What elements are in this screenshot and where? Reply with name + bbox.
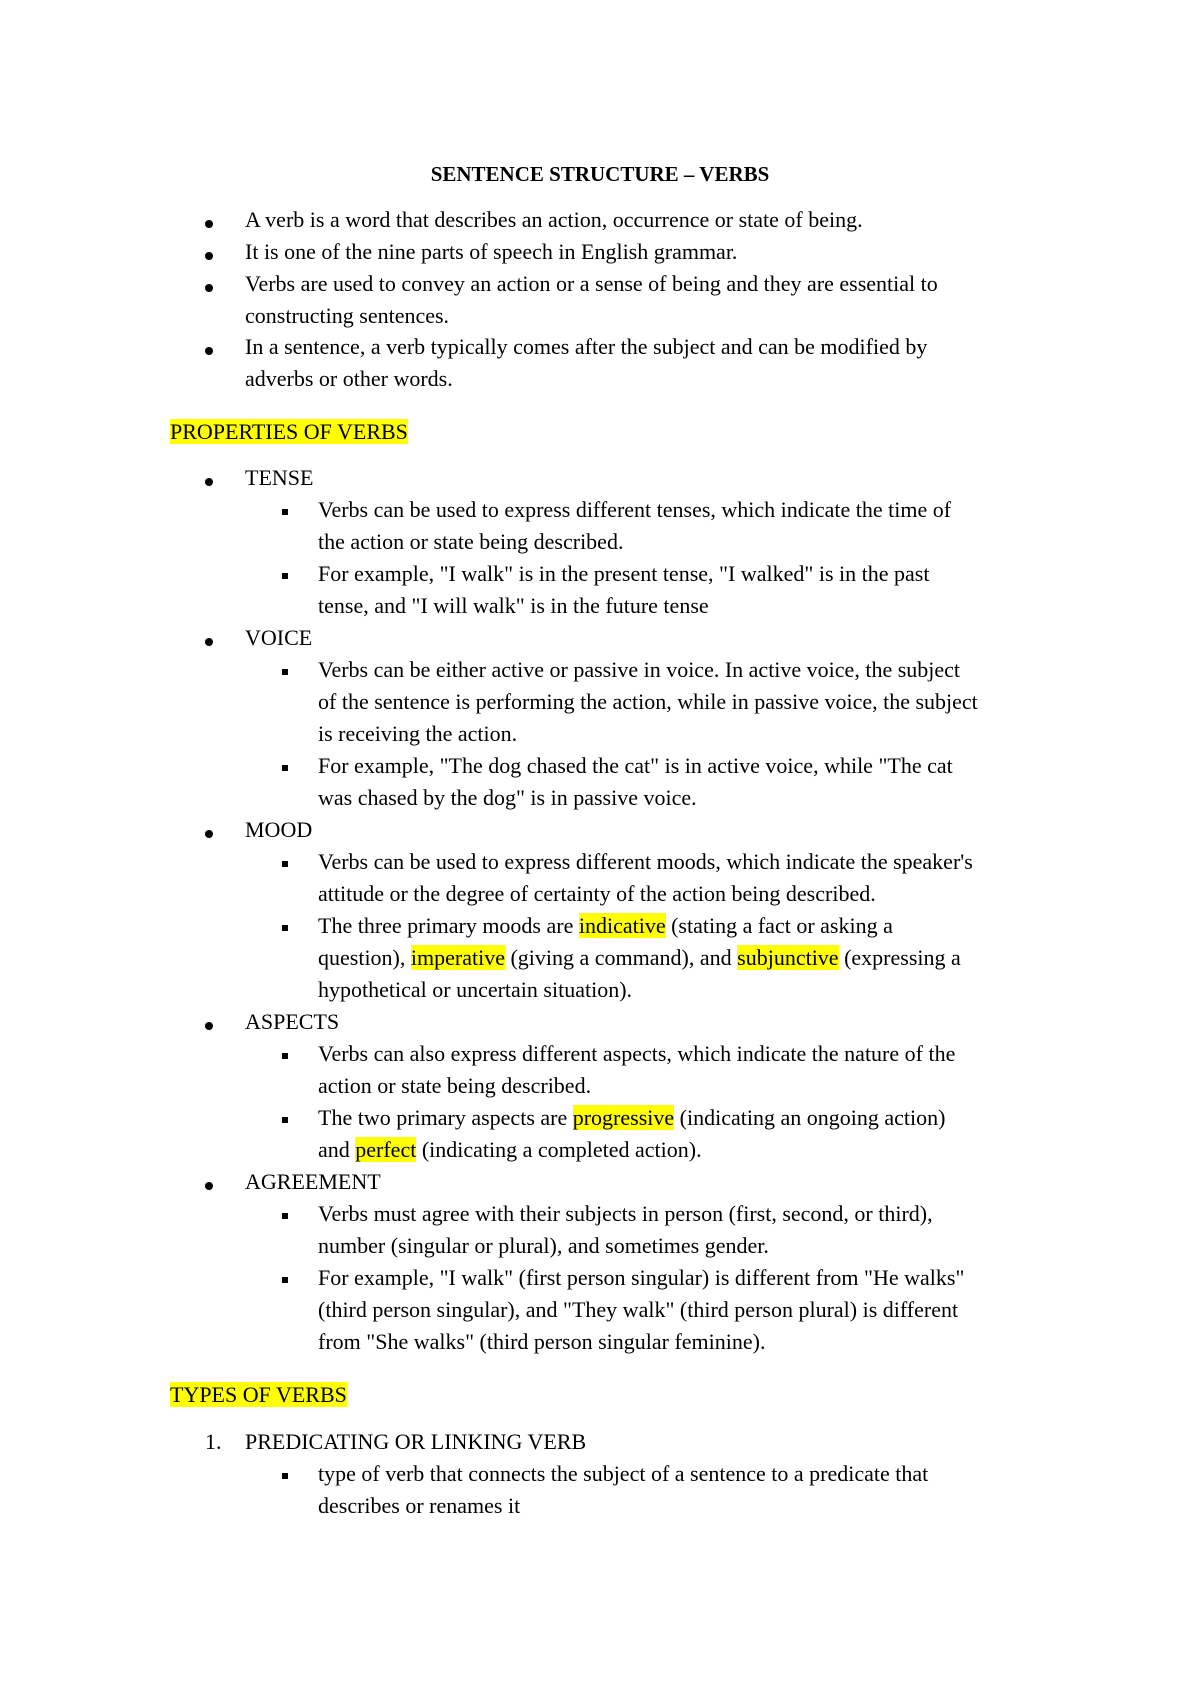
- highlight-subjunctive: subjunctive: [737, 945, 839, 970]
- mood-label: MOOD: [245, 817, 313, 842]
- mood-text: attitude or the degree of certainty of the action being described.: [318, 881, 876, 906]
- square-bullet-icon: [282, 765, 288, 771]
- aspects-text: and perfect (indicating a completed action).: [318, 1137, 702, 1162]
- square-bullet-icon: [282, 1213, 288, 1219]
- square-bullet-icon: [282, 1277, 288, 1283]
- intro-text: A verb is a word that describes an action, occurrence or state of being.: [245, 207, 863, 232]
- square-bullet-icon: [282, 861, 288, 867]
- bullet-icon: [205, 1182, 213, 1190]
- square-bullet-icon: [282, 573, 288, 579]
- square-bullet-icon: [282, 925, 288, 931]
- agreement-text: Verbs must agree with their subjects in person (first, second, or third),: [318, 1201, 933, 1226]
- tense-text: tense, and "I will walk" is in the future tense: [318, 593, 709, 618]
- highlight-perfect: perfect: [355, 1137, 417, 1162]
- bullet-icon: [205, 830, 213, 838]
- agreement-text: (third person singular), and "They walk" (third person plural) is different: [318, 1297, 959, 1322]
- aspects-label: ASPECTS: [245, 1009, 340, 1034]
- bullet-icon: [205, 638, 213, 646]
- mood-text: The three primary moods are indicative (stating a fact or asking a: [318, 913, 893, 938]
- intro-text: In a sentence, a verb typically comes after the subject and can be modified by: [245, 334, 928, 359]
- type-text: describes or renames it: [318, 1493, 521, 1518]
- bullet-icon: [205, 252, 213, 260]
- highlight-progressive: progressive: [572, 1105, 675, 1130]
- aspects-text: action or state being described.: [318, 1073, 592, 1098]
- voice-text: For example, "The dog chased the cat" is in active voice, while "The cat: [318, 753, 953, 778]
- intro-text: adverbs or other words.: [245, 366, 453, 391]
- properties-heading: PROPERTIES OF VERBS: [170, 419, 408, 444]
- tense-text: For example, "I walk" is in the present tense, "I walked" is in the past: [318, 561, 930, 586]
- voice-text: was chased by the dog" is in passive voice.: [318, 785, 697, 810]
- bullet-icon: [205, 347, 213, 355]
- type-text: type of verb that connects the subject of a sentence to a predicate that: [318, 1461, 929, 1486]
- agreement-text: number (singular or plural), and sometimes gender.: [318, 1233, 769, 1258]
- types-heading: TYPES OF VERBS: [170, 1382, 347, 1407]
- bullet-icon: [205, 1022, 213, 1030]
- square-bullet-icon: [282, 1053, 288, 1059]
- aspects-text: Verbs can also express different aspects, which indicate the nature of the: [318, 1041, 956, 1066]
- square-bullet-icon: [282, 669, 288, 675]
- mood-text: Verbs can be used to express different moods, which indicate the speaker's: [318, 849, 973, 874]
- voice-label: VOICE: [245, 625, 313, 650]
- agreement-text: from "She walks" (third person singular feminine).: [318, 1329, 766, 1354]
- bullet-icon: [205, 478, 213, 486]
- highlight-indicative: indicative: [578, 913, 666, 938]
- square-bullet-icon: [282, 1117, 288, 1123]
- agreement-label: AGREEMENT: [245, 1169, 381, 1194]
- tense-label: TENSE: [245, 465, 314, 490]
- intro-text: constructing sentences.: [245, 303, 450, 328]
- voice-text: is receiving the action.: [318, 721, 518, 746]
- tense-text: Verbs can be used to express different tenses, which indicate the time of: [318, 497, 952, 522]
- voice-text: Verbs can be either active or passive in voice. In active voice, the subject: [318, 657, 961, 682]
- agreement-text: For example, "I walk" (first person singular) is different from "He walks": [318, 1265, 965, 1290]
- mood-text: question), imperative (giving a command), and subjunctive (expressing a: [318, 945, 961, 970]
- type-label: PREDICATING OR LINKING VERB: [245, 1429, 587, 1454]
- page-title: SENTENCE STRUCTURE – VERBS: [430, 162, 770, 186]
- tense-text: the action or state being described.: [318, 529, 624, 554]
- intro-text: It is one of the nine parts of speech in English grammar.: [245, 239, 738, 264]
- voice-text: of the sentence is performing the action, while in passive voice, the subject: [318, 689, 978, 714]
- square-bullet-icon: [282, 1473, 288, 1479]
- bullet-icon: [205, 220, 213, 228]
- highlight-imperative: imperative: [410, 945, 505, 970]
- list-number: 1.: [205, 1429, 222, 1454]
- bullet-icon: [205, 284, 213, 292]
- aspects-text: The two primary aspects are progressive (indicating an ongoing action): [318, 1105, 946, 1130]
- mood-text: hypothetical or uncertain situation).: [318, 977, 633, 1002]
- square-bullet-icon: [282, 509, 288, 515]
- intro-text: Verbs are used to convey an action or a sense of being and they are essential to: [245, 271, 938, 296]
